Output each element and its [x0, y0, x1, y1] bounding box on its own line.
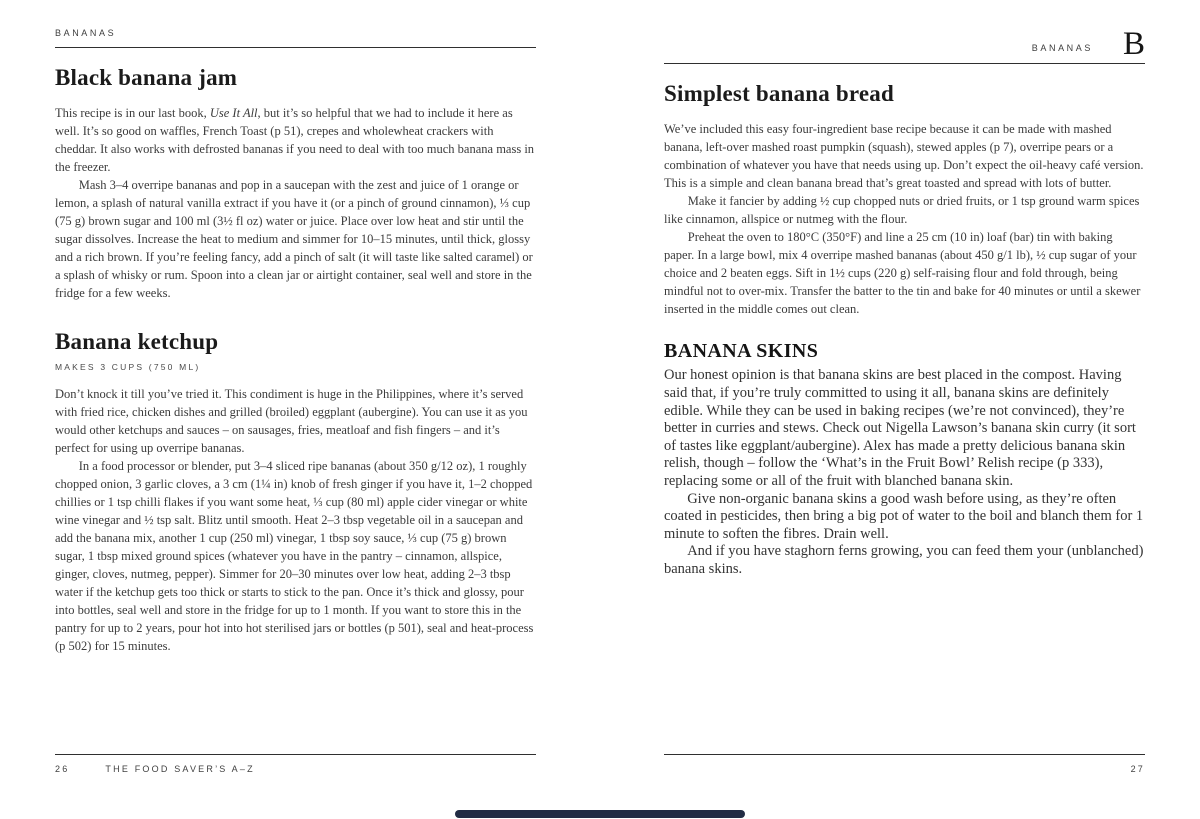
- paragraph: In a food processor or blender, put 3–4 sliced ripe bananas (about 350 g/12 oz), 1 roughly chopped onion, 3 garlic cloves, a 3 cm (1¼ in) knob of fresh ginger if you have it, 1–2 chopped chillies or 1 tsp chilli flakes if you want some heat, ⅓ cup (80 ml) apple cider vinegar or white wine vinegar and ½ tsp salt. Blitz until smooth. Heat 2–3 tbsp vegetable oil in a saucepan and add the banana mix, another 1 cup (250 ml) vinegar, 1 tbsp soy sauce, ⅓ cup (75 g) brown sugar, 1 tbsp mixed ground spices (whatever you have in the pantry – cinnamon, allspice, ginger, cloves, nutmeg, pepper). Simmer for 20–30 minutes over low heat, adding 2–3 tbsp water if the ketchup gets too thick or starts to stick to the pan. Once it’s thick and glossy, pour into bottles, seal well and store in the fridge for up to 1 month. If you want to store this in the pantry for up to 2 years, pour hot into hot sterilised jars or bottles (p 501), seal and heat-process (p 502) for 15 minutes.: [55, 459, 534, 653]
- left-header-rule: [55, 47, 536, 48]
- paragraph: Make it fancier by adding ½ cup chopped nuts or dried fruits, or 1 tsp ground warm spices like cinnamon, allspice or nutmeg with the flour.: [664, 194, 1140, 227]
- recipe-body-banana-ketchup: [55, 385, 536, 655]
- recipe-title-simplest-banana-bread: Simplest banana bread: [664, 81, 894, 107]
- section-title-banana-skins: BANANA SKINS: [664, 340, 819, 363]
- section-banana-ketchup: [55, 329, 536, 655]
- paragraph: Give non-organic banana skins a good wash before using, as they’re often coated in pesticides, then bring a big pot of water to the boil and blanch them for 1 minute to soften the fibres. Drain well.: [664, 490, 1144, 542]
- right-running-header: [664, 26, 1145, 62]
- recipe-title-black-banana-jam: Black banana jam: [55, 65, 238, 90]
- left-running-header: [55, 28, 536, 38]
- left-page-footer: [55, 754, 536, 774]
- paragraph: We’ve included this easy four-ingredient base recipe because it can be made with mashed banana, left-over mashed roast pumpkin (squash), stewed apples (p 7), overripe pears or a combination of whatever you have that needs using up. Don’t expect the oil-heavy café version. This is a simple and clean banana bread that’s great toasted and spread with lots of butter.: [664, 122, 1144, 191]
- book-running-title: THE FOOD SAVER’S A–Z: [105, 764, 255, 774]
- recipe-title-banana-ketchup: Banana ketchup: [55, 329, 219, 354]
- paragraph: And if you have staghorn ferns growing, you can feed them your (unblanched) banana skins.: [664, 543, 1144, 577]
- bottom-drag-indicator[interactable]: [455, 810, 745, 818]
- recipe-yield-banana-ketchup: MAKES 3 CUPS (750 ML): [55, 362, 201, 372]
- left-page: [55, 0, 536, 819]
- recipe-body-black-banana-jam: [55, 104, 536, 302]
- right-page-footer: [664, 754, 1145, 774]
- paragraph: Don’t knock it till you’ve tried it. This condiment is huge in the Philippines, where it’s served with fried rice, chicken dishes and grilled (broiled) eggplant (aubergine). You can use it as you would other ketchups and sauces – on sausages, fries, meatloaf and fish fingers – and it’s perfect for using up overripe bananas.: [55, 387, 528, 455]
- right-page-number: 27: [1130, 764, 1145, 774]
- section-simplest-banana-bread: [664, 81, 1145, 318]
- recipe-body-simplest-banana-bread: [664, 120, 1145, 318]
- alphabet-section-letter: B: [1122, 26, 1145, 62]
- right-header-label: BANANAS: [1031, 43, 1093, 53]
- section-black-banana-jam: [55, 65, 536, 302]
- left-page-number: 26: [55, 764, 70, 774]
- right-header-rule: [664, 63, 1145, 64]
- section-body-banana-skins: [664, 367, 1145, 578]
- paragraph: This recipe is in our last book, Use It All, but it’s so helpful that we had to include it here as well. It’s so good on waffles, French Toast (p 51), crepes and wholewheat crackers with cheddar. It also works with defrosted bananas if you need to deal with too much banana mass in the freezer.: [55, 106, 535, 174]
- paragraph: Preheat the oven to 180°C (350°F) and line a 25 cm (10 in) loaf (bar) tin with baking paper. In a large bowl, mix 4 overripe mashed bananas (about 450 g/1 lb), ½ cup sugar of your choice and 2 beaten eggs. Sift in 1½ cups (220 g) self-raising flour and fold through, being mindful not to over-mix. Transfer the batter to the tin and bake for 40 minutes or until a skewer inserted in the middle comes out clean.: [664, 230, 1141, 317]
- section-banana-skins: [664, 340, 1145, 578]
- left-header-label: BANANAS: [55, 28, 117, 38]
- paragraph: Our honest opinion is that banana skins are best placed in the compost. Having said that, if you’re truly committed to using it all, banana skins are definitely edible. While they can be used in baking recipes (we’re not convinced), they’re better in curries and stews. Check out Nigella Lawson’s banana skin curry (it sort of tastes like eggplant/aubergine). Alex has made a pretty delicious banana skin relish, though – follow the ‘What’s in the Fruit Bowl’ Relish recipe (p 333), replacing some or all of the fruit with blanched banana skin.: [664, 367, 1136, 489]
- paragraph: Mash 3–4 overripe bananas and pop in a saucepan with the zest and juice of 1 orange or lemon, a splash of natural vanilla extract if you have it (or a pinch of ground cinnamon), ⅓ cup (75 g) brown sugar and 100 ml (3½ fl oz) water or juice. Place over low heat and stir until the sugar dissolves. Increase the heat to medium and simmer for 10–15 minutes, until thick, glossy and a rich brown. If you’re feeling fancy, add a pinch of salt (it will taste like salted caramel) or a splash of whisky or rum. Spoon into a clean jar or airtight container, seal well and store in the fridge for a few weeks.: [55, 178, 533, 300]
- right-page: [664, 0, 1145, 819]
